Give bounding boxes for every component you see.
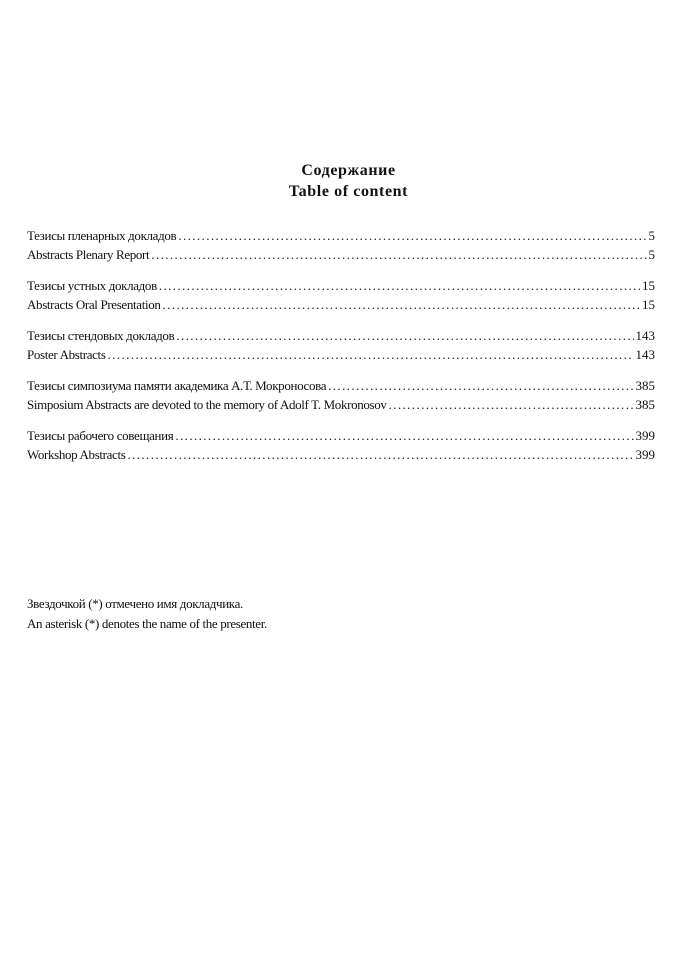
toc-entry[interactable]: [27, 226, 655, 245]
table-of-contents: [27, 226, 655, 476]
dot-leader: [328, 376, 633, 395]
toc-entry-page: 385: [635, 378, 655, 393]
toc-entry-label: Тезисы стендовых докладов: [27, 328, 175, 343]
toc-entry-label: Тезисы симпозиума памяти академика А.Т. Мокроносова: [27, 378, 327, 393]
toc-group-symposium: [27, 376, 655, 414]
toc-entry[interactable]: [27, 295, 655, 314]
dot-leader: [159, 276, 640, 295]
note-russian: Звездочкой (*) отмечено имя докладчика.: [27, 596, 243, 611]
toc-entry-label: Тезисы пленарных докладов: [27, 228, 177, 243]
toc-entry-label: Workshop Abstracts: [27, 447, 126, 462]
toc-entry-label: Simposium Abstracts are devoted to the memory of Adolf T. Mokronosov: [27, 397, 387, 412]
toc-entry-page: 399: [635, 428, 655, 443]
title-english: Table of content: [288, 183, 409, 200]
toc-entry-page: 399: [635, 447, 655, 462]
dot-leader: [175, 426, 633, 445]
toc-entry[interactable]: [27, 395, 655, 414]
dot-leader: [176, 326, 633, 345]
toc-entry-label: Poster Abstracts: [27, 347, 106, 362]
toc-entry-label: Тезисы рабочего совещания: [27, 428, 174, 443]
dot-leader: [389, 395, 634, 414]
toc-entry[interactable]: [27, 345, 655, 364]
toc-entry[interactable]: [27, 276, 655, 295]
dot-leader: [108, 345, 634, 364]
toc-heading: [0, 160, 679, 202]
title-russian: Содержание: [301, 162, 396, 179]
toc-group-poster: [27, 326, 655, 364]
dot-leader: [127, 445, 633, 464]
toc-entry-page: 15: [642, 278, 655, 293]
toc-group-workshop: [27, 426, 655, 464]
toc-entry[interactable]: [27, 326, 655, 345]
toc-entry-label: Abstracts Plenary Report: [27, 247, 150, 262]
toc-entry-page: 5: [648, 247, 655, 262]
toc-entry-page: 143: [635, 328, 655, 343]
toc-entry[interactable]: [27, 445, 655, 464]
toc-entry-page: 5: [648, 228, 655, 243]
toc-entry-page: 143: [635, 347, 655, 362]
dot-leader: [163, 295, 640, 314]
toc-entry-label: Abstracts Oral Presentation: [27, 297, 161, 312]
toc-entry-page: 385: [635, 397, 655, 412]
toc-entry-page: 15: [642, 297, 655, 312]
toc-group-oral: [27, 276, 655, 314]
toc-group-plenary: [27, 226, 655, 264]
note-english: An asterisk (*) denotes the name of the presenter.: [27, 616, 267, 631]
toc-entry[interactable]: [27, 426, 655, 445]
dot-leader: [178, 226, 646, 245]
presenter-note: [27, 594, 267, 634]
toc-entry-label: Тезисы устных докладов: [27, 278, 157, 293]
toc-entry[interactable]: [27, 245, 655, 264]
dot-leader: [151, 245, 646, 264]
toc-entry[interactable]: [27, 376, 655, 395]
